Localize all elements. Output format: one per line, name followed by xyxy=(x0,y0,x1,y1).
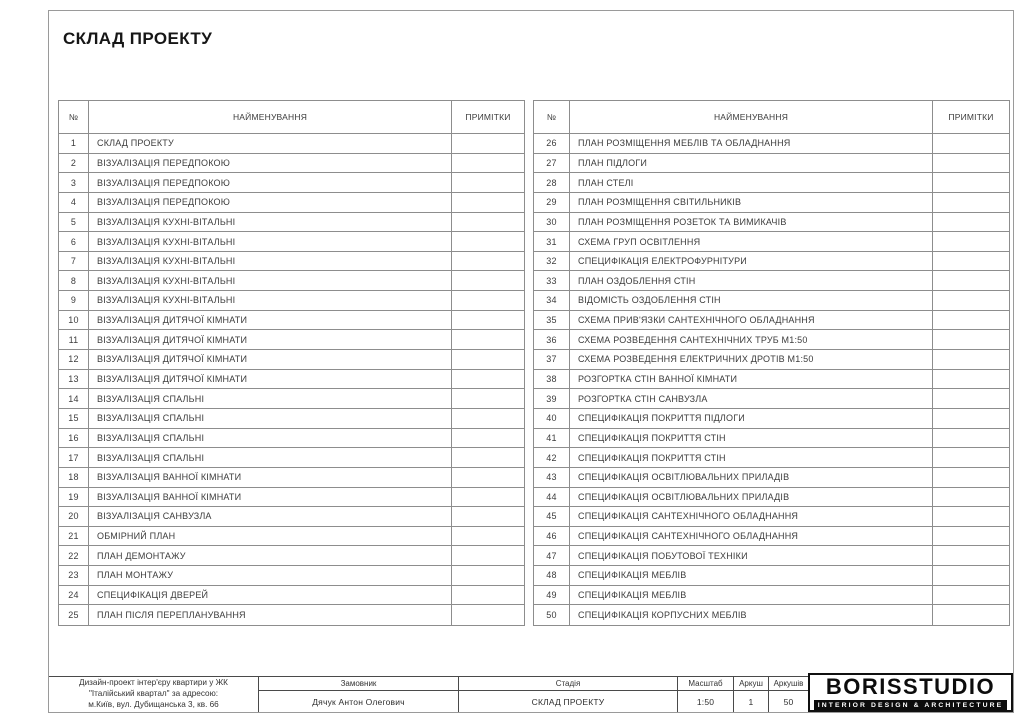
sheets-total-value: 50 xyxy=(783,696,794,707)
row-number: 15 xyxy=(59,409,89,428)
row-name: СПЕЦИФІКАЦІЯ КОРПУСНИХ МЕБЛІВ xyxy=(570,605,933,625)
page-title: СКЛАД ПРОЕКТУ xyxy=(63,29,213,48)
table-row xyxy=(59,134,524,154)
client-cell xyxy=(258,677,458,712)
table-header-row xyxy=(59,101,524,134)
row-number: 16 xyxy=(59,429,89,448)
table-row xyxy=(534,252,1009,272)
table-row xyxy=(534,546,1009,566)
table-row xyxy=(59,311,524,331)
table-row xyxy=(59,370,524,390)
table-row xyxy=(59,271,524,291)
sheet-number-value: 1 xyxy=(748,696,754,707)
table-row xyxy=(534,488,1009,508)
row-name: ВІЗУАЛІЗАЦІЯ СПАЛЬНІ xyxy=(89,429,452,448)
project-list-table-right xyxy=(533,100,1010,626)
row-number: 48 xyxy=(534,566,570,585)
row-name: ВІЗУАЛІЗАЦІЯ СПАЛЬНІ xyxy=(89,409,452,428)
project-description-line: м.Київ, вул. Дубищанська 3, кв. 66 xyxy=(88,699,219,709)
sheet-number-cell xyxy=(733,677,768,712)
row-number: 18 xyxy=(59,468,89,487)
table-body-right xyxy=(534,134,1009,625)
row-number: 24 xyxy=(59,586,89,605)
row-number: 19 xyxy=(59,488,89,507)
title-block xyxy=(49,676,1013,712)
table-row xyxy=(534,566,1009,586)
column-header-name: НАЙМЕНУВАННЯ xyxy=(89,101,452,133)
row-number: 39 xyxy=(534,389,570,408)
project-description xyxy=(49,677,258,712)
table-row xyxy=(534,134,1009,154)
row-number: 50 xyxy=(534,605,570,625)
table-row xyxy=(534,409,1009,429)
row-number: 2 xyxy=(59,154,89,173)
table-row xyxy=(59,232,524,252)
table-row xyxy=(534,232,1009,252)
row-number: 47 xyxy=(534,546,570,565)
row-notes xyxy=(933,330,1009,349)
row-name: ВІЗУАЛІЗАЦІЯ ДИТЯЧОЇ КІМНАТИ xyxy=(89,311,452,330)
row-number: 45 xyxy=(534,507,570,526)
row-notes xyxy=(933,134,1009,153)
row-name: РОЗГОРТКА СТІН САНВУЗЛА xyxy=(570,389,933,408)
row-name: ВІЗУАЛІЗАЦІЯ ДИТЯЧОЇ КІМНАТИ xyxy=(89,350,452,369)
row-notes xyxy=(933,350,1009,369)
row-name: СПЕЦИФІКАЦІЯ САНТЕХНІЧНОГО ОБЛАДНАННЯ xyxy=(570,507,933,526)
row-notes xyxy=(452,350,524,369)
row-name: ВІЗУАЛІЗАЦІЯ ПЕРЕДПОКОЮ xyxy=(89,193,452,212)
table-row xyxy=(59,586,524,606)
row-number: 17 xyxy=(59,448,89,467)
row-number: 23 xyxy=(59,566,89,585)
row-number: 44 xyxy=(534,488,570,507)
logo-brand-text: BORISSTUDIO xyxy=(825,674,996,699)
row-notes xyxy=(933,448,1009,467)
row-notes xyxy=(933,154,1009,173)
row-number: 1 xyxy=(59,134,89,153)
scale-cell xyxy=(677,677,733,712)
table-row xyxy=(59,409,524,429)
row-name: ПЛАН РОЗМІЩЕННЯ МЕБЛІВ ТА ОБЛАДНАННЯ xyxy=(570,134,933,153)
stage-value: СКЛАД ПРОЕКТУ xyxy=(531,696,605,707)
row-name: ВІЗУАЛІЗАЦІЯ КУХНІ-ВІТАЛЬНІ xyxy=(89,271,452,290)
row-notes xyxy=(933,586,1009,605)
logo-tagline-text: INTERIOR DESIGN & ARCHITECTURE xyxy=(814,700,1007,711)
client-value: Дячук Антон Олегович xyxy=(312,696,405,707)
column-header-number: № xyxy=(59,101,89,133)
table-row xyxy=(59,527,524,547)
table-row xyxy=(59,605,524,625)
row-name: ПЛАН СТЕЛІ xyxy=(570,173,933,192)
table-row xyxy=(59,389,524,409)
sheets-total-cell xyxy=(768,677,808,712)
row-number: 5 xyxy=(59,213,89,232)
row-notes xyxy=(452,586,524,605)
row-notes xyxy=(452,546,524,565)
row-number: 32 xyxy=(534,252,570,271)
row-name: СКЛАД ПРОЕКТУ xyxy=(89,134,452,153)
table-row xyxy=(534,605,1009,625)
table-row xyxy=(59,429,524,449)
column-header-notes: ПРИМІТКИ xyxy=(465,112,511,122)
row-number: 42 xyxy=(534,448,570,467)
row-number: 36 xyxy=(534,330,570,349)
row-number: 6 xyxy=(59,232,89,251)
row-notes xyxy=(933,605,1009,625)
project-list-table-left xyxy=(58,100,525,626)
row-name: СПЕЦИФІКАЦІЯ ПОКРИТТЯ ПІДЛОГИ xyxy=(570,409,933,428)
row-number: 29 xyxy=(534,193,570,212)
row-name: СПЕЦИФІКАЦІЯ ПОКРИТТЯ СТІН xyxy=(570,448,933,467)
table-row xyxy=(59,213,524,233)
row-notes xyxy=(452,330,524,349)
row-name: ПЛАН ПІСЛЯ ПЕРЕПЛАНУВАННЯ xyxy=(89,605,452,625)
row-number: 14 xyxy=(59,389,89,408)
table-row xyxy=(534,350,1009,370)
row-number: 9 xyxy=(59,291,89,310)
row-notes xyxy=(933,232,1009,251)
row-name: ВІЗУАЛІЗАЦІЯ КУХНІ-ВІТАЛЬНІ xyxy=(89,213,452,232)
row-number: 37 xyxy=(534,350,570,369)
row-number: 31 xyxy=(534,232,570,251)
row-notes xyxy=(933,213,1009,232)
column-header-name: НАЙМЕНУВАННЯ xyxy=(570,101,933,133)
row-notes xyxy=(933,468,1009,487)
row-number: 34 xyxy=(534,291,570,310)
table-row xyxy=(534,507,1009,527)
row-notes xyxy=(452,213,524,232)
row-notes xyxy=(452,173,524,192)
table-row xyxy=(534,448,1009,468)
row-name: ВІЗУАЛІЗАЦІЯ САНВУЗЛА xyxy=(89,507,452,526)
row-notes xyxy=(933,527,1009,546)
row-notes xyxy=(933,311,1009,330)
row-number: 20 xyxy=(59,507,89,526)
row-notes xyxy=(452,429,524,448)
project-description-line: "Італійський квартал" за адресою: xyxy=(88,689,219,699)
table-row xyxy=(534,311,1009,331)
row-notes xyxy=(933,488,1009,507)
row-number: 3 xyxy=(59,173,89,192)
row-number: 49 xyxy=(534,586,570,605)
row-number: 41 xyxy=(534,429,570,448)
row-name: ВІЗУАЛІЗАЦІЯ ВАННОЇ КІМНАТИ xyxy=(89,488,452,507)
table-row xyxy=(534,154,1009,174)
row-number: 35 xyxy=(534,311,570,330)
row-notes xyxy=(933,546,1009,565)
row-number: 22 xyxy=(59,546,89,565)
row-notes xyxy=(452,409,524,428)
table-row xyxy=(59,448,524,468)
row-notes xyxy=(452,311,524,330)
row-number: 4 xyxy=(59,193,89,212)
row-notes xyxy=(933,429,1009,448)
sheet-number-label: Аркуш xyxy=(734,677,768,691)
row-notes xyxy=(452,448,524,467)
table-row xyxy=(534,213,1009,233)
row-notes xyxy=(933,173,1009,192)
table-row xyxy=(59,546,524,566)
table-row xyxy=(59,566,524,586)
row-name: СПЕЦИФІКАЦІЯ МЕБЛІВ xyxy=(570,586,933,605)
row-number: 7 xyxy=(59,252,89,271)
row-number: 8 xyxy=(59,271,89,290)
borisstudio-logo xyxy=(808,673,1013,712)
sheets-total-label: Аркушів xyxy=(769,677,808,691)
stage-label: Стадія xyxy=(459,677,677,691)
row-number: 30 xyxy=(534,213,570,232)
project-description-line: Дизайн-проект інтер'єру квартири у ЖК xyxy=(79,678,228,688)
table-body-left xyxy=(59,134,524,625)
row-name: ПЛАН МОНТАЖУ xyxy=(89,566,452,585)
scale-label: Масштаб xyxy=(678,677,733,691)
row-notes xyxy=(452,527,524,546)
row-number: 28 xyxy=(534,173,570,192)
row-name: ОБМІРНИЙ ПЛАН xyxy=(89,527,452,546)
table-header-row xyxy=(534,101,1009,134)
row-name: ПЛАН ОЗДОБЛЕННЯ СТІН xyxy=(570,271,933,290)
row-notes xyxy=(452,271,524,290)
table-row xyxy=(59,252,524,272)
row-name: ВІДОМІСТЬ ОЗДОБЛЕННЯ СТІН xyxy=(570,291,933,310)
row-notes xyxy=(452,232,524,251)
table-row xyxy=(534,173,1009,193)
row-number: 12 xyxy=(59,350,89,369)
stage-cell xyxy=(458,677,677,712)
table-row xyxy=(534,429,1009,449)
row-name: СПЕЦИФІКАЦІЯ ОСВІТЛЮВАЛЬНИХ ПРИЛАДІВ xyxy=(570,488,933,507)
table-row xyxy=(59,173,524,193)
table-row xyxy=(534,330,1009,350)
table-row xyxy=(59,193,524,213)
row-name: СПЕЦИФІКАЦІЯ САНТЕХНІЧНОГО ОБЛАДНАННЯ xyxy=(570,527,933,546)
row-name: СХЕМА РОЗВЕДЕННЯ САНТЕХНІЧНИХ ТРУБ М1:50 xyxy=(570,330,933,349)
table-row xyxy=(59,291,524,311)
row-number: 21 xyxy=(59,527,89,546)
row-name: СХЕМА ГРУП ОСВІТЛЕННЯ xyxy=(570,232,933,251)
row-notes xyxy=(933,389,1009,408)
row-notes xyxy=(452,370,524,389)
client-label: Замовник xyxy=(259,677,458,691)
table-row xyxy=(534,271,1009,291)
row-notes xyxy=(452,291,524,310)
column-header-number: № xyxy=(534,101,570,133)
row-notes xyxy=(933,291,1009,310)
row-name: ВІЗУАЛІЗАЦІЯ ДИТЯЧОЇ КІМНАТИ xyxy=(89,370,452,389)
row-notes xyxy=(452,468,524,487)
row-name: РОЗГОРТКА СТІН ВАННОЇ КІМНАТИ xyxy=(570,370,933,389)
table-row xyxy=(534,193,1009,213)
row-name: ВІЗУАЛІЗАЦІЯ ДИТЯЧОЇ КІМНАТИ xyxy=(89,330,452,349)
row-name: ВІЗУАЛІЗАЦІЯ СПАЛЬНІ xyxy=(89,389,452,408)
table-row xyxy=(59,330,524,350)
row-notes xyxy=(933,566,1009,585)
row-notes xyxy=(452,566,524,585)
row-number: 25 xyxy=(59,605,89,625)
table-row xyxy=(534,389,1009,409)
row-name: ВІЗУАЛІЗАЦІЯ КУХНІ-ВІТАЛЬНІ xyxy=(89,232,452,251)
row-number: 40 xyxy=(534,409,570,428)
row-name: ПЛАН РОЗМІЩЕННЯ СВІТИЛЬНИКІВ xyxy=(570,193,933,212)
row-number: 33 xyxy=(534,271,570,290)
row-name: СПЕЦИФІКАЦІЯ ПОКРИТТЯ СТІН xyxy=(570,429,933,448)
row-name: СПЕЦИФІКАЦІЯ ДВЕРЕЙ xyxy=(89,586,452,605)
table-row xyxy=(534,468,1009,488)
row-name: ВІЗУАЛІЗАЦІЯ ВАННОЇ КІМНАТИ xyxy=(89,468,452,487)
row-notes xyxy=(933,370,1009,389)
row-notes xyxy=(452,134,524,153)
row-notes xyxy=(452,252,524,271)
row-notes xyxy=(452,605,524,625)
row-name: СПЕЦИФІКАЦІЯ МЕБЛІВ xyxy=(570,566,933,585)
row-name: ВІЗУАЛІЗАЦІЯ СПАЛЬНІ xyxy=(89,448,452,467)
table-row xyxy=(59,154,524,174)
table-row xyxy=(534,370,1009,390)
row-notes xyxy=(933,507,1009,526)
row-name: ПЛАН ДЕМОНТАЖУ xyxy=(89,546,452,565)
table-row xyxy=(534,291,1009,311)
scale-value: 1:50 xyxy=(696,696,715,707)
table-row xyxy=(59,507,524,527)
row-name: ВІЗУАЛІЗАЦІЯ КУХНІ-ВІТАЛЬНІ xyxy=(89,252,452,271)
row-number: 11 xyxy=(59,330,89,349)
drawing-sheet xyxy=(48,10,1014,713)
row-notes xyxy=(452,193,524,212)
row-number: 46 xyxy=(534,527,570,546)
row-name: СПЕЦИФІКАЦІЯ ПОБУТОВОЇ ТЕХНІКИ xyxy=(570,546,933,565)
row-name: СПЕЦИФІКАЦІЯ ОСВІТЛЮВАЛЬНИХ ПРИЛАДІВ xyxy=(570,468,933,487)
table-row xyxy=(59,488,524,508)
row-number: 27 xyxy=(534,154,570,173)
row-notes xyxy=(452,488,524,507)
row-name: ПЛАН РОЗМІЩЕННЯ РОЗЕТОК ТА ВИМИКАЧІВ xyxy=(570,213,933,232)
row-name: ВІЗУАЛІЗАЦІЯ КУХНІ-ВІТАЛЬНІ xyxy=(89,291,452,310)
row-number: 13 xyxy=(59,370,89,389)
row-number: 26 xyxy=(534,134,570,153)
row-notes xyxy=(933,193,1009,212)
row-name: ПЛАН ПІДЛОГИ xyxy=(570,154,933,173)
row-number: 10 xyxy=(59,311,89,330)
row-notes xyxy=(452,154,524,173)
row-notes xyxy=(933,252,1009,271)
row-number: 43 xyxy=(534,468,570,487)
row-name: СХЕМА ПРИВ'ЯЗКИ САНТЕХНІЧНОГО ОБЛАДНАННЯ xyxy=(570,311,933,330)
table-row xyxy=(59,468,524,488)
row-notes xyxy=(452,507,524,526)
column-header-notes: ПРИМІТКИ xyxy=(948,112,994,122)
row-name: ВІЗУАЛІЗАЦІЯ ПЕРЕДПОКОЮ xyxy=(89,154,452,173)
row-name: СПЕЦИФІКАЦІЯ ЕЛЕКТРОФУРНІТУРИ xyxy=(570,252,933,271)
table-row xyxy=(59,350,524,370)
row-notes xyxy=(933,271,1009,290)
row-number: 38 xyxy=(534,370,570,389)
row-notes xyxy=(933,409,1009,428)
table-row xyxy=(534,586,1009,606)
row-notes xyxy=(452,389,524,408)
table-row xyxy=(534,527,1009,547)
row-name: СХЕМА РОЗВЕДЕННЯ ЕЛЕКТРИЧНИХ ДРОТІВ М1:50 xyxy=(570,350,933,369)
row-name: ВІЗУАЛІЗАЦІЯ ПЕРЕДПОКОЮ xyxy=(89,173,452,192)
